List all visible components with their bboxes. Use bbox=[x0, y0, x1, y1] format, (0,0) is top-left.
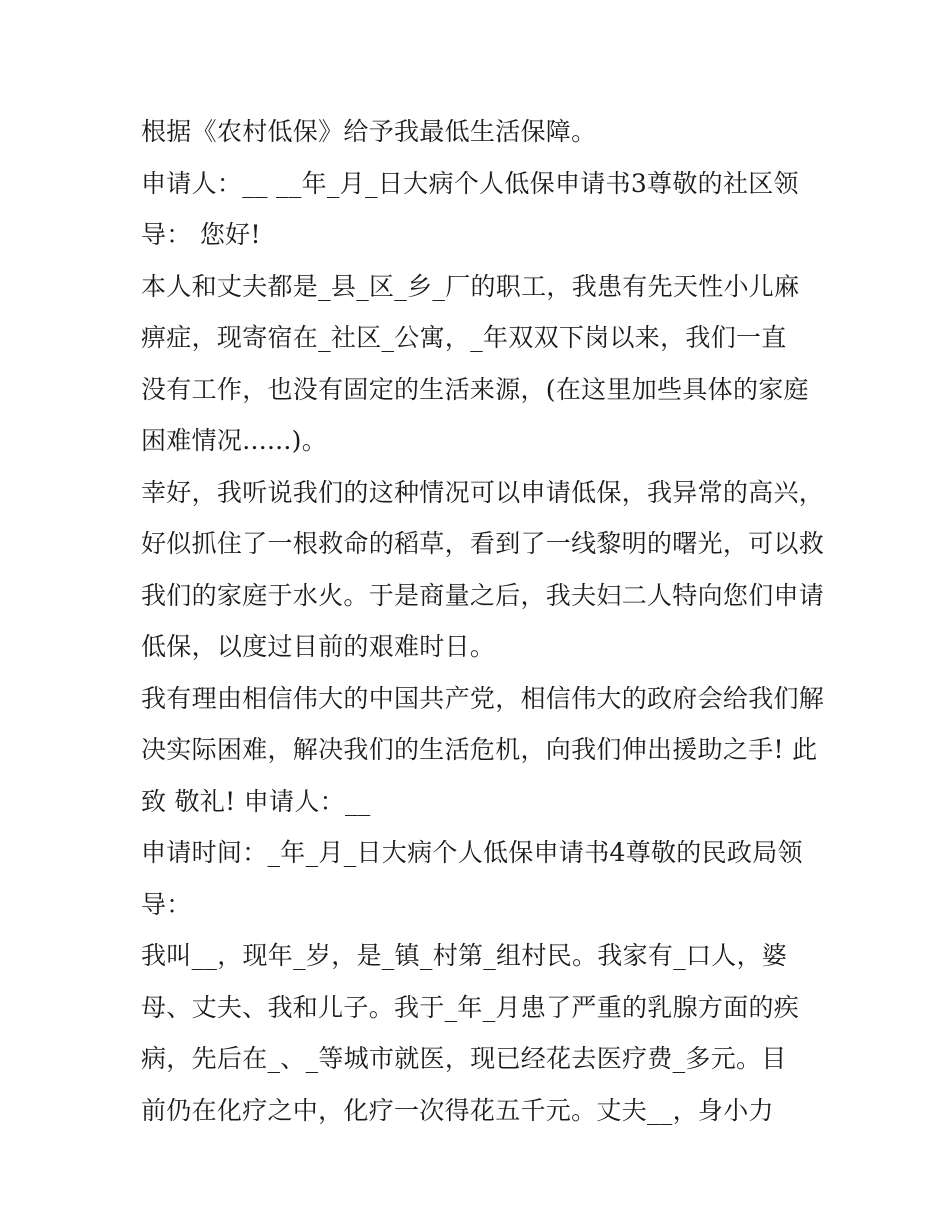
text-line: 我叫__，现年_岁，是_镇_村第_组村民。我家有_口人，婆 bbox=[141, 941, 788, 970]
text-line: 好似抓住了一根救命的稻草，看到了一线黎明的曙光，可以救 bbox=[141, 529, 825, 558]
text-line: 病，先后在_、_等城市就医，现已经花去医疗费_多元。目 bbox=[141, 1044, 787, 1073]
text-line: 母、丈夫、我和儿子。我于_年_月患了严重的乳腺方面的疾 bbox=[141, 992, 800, 1022]
text-line: 没有工作，也没有固定的生活来源，(在这里加些具体的家庭 bbox=[141, 374, 809, 404]
document-body bbox=[141, 106, 825, 1136]
text-line: 幸好，我听说我们的这种情况可以申请低保，我异常的高兴， bbox=[141, 477, 825, 507]
text-line: 决实际困难，解决我们的生活危机，向我们伸出援助之手! 此 bbox=[141, 735, 818, 764]
text-line: 我们的家庭于水火。于是商量之后，我夫妇二人特向您们申请 bbox=[141, 580, 825, 610]
text-line: 导： 您好! bbox=[141, 220, 261, 249]
text-line: 致 敬礼! 申请人：__ bbox=[141, 786, 371, 816]
text-line: 前仍在化疗之中，化疗一次得花五千元。丈夫__，身小力 bbox=[141, 1095, 774, 1125]
text-line: 导： bbox=[141, 889, 192, 919]
text-line: 困难情况......)。 bbox=[141, 426, 328, 455]
text-line: 本人和丈夫都是_县_区_乡_厂的职工，我患有先天性小儿麻 bbox=[141, 271, 800, 301]
text-line: 申请时间：_年_月_日大病个人低保申请书4尊敬的民政局领 bbox=[141, 838, 803, 867]
text-line: 我有理由相信伟大的中国共产党，相信伟大的政府会给我们解 bbox=[141, 683, 825, 713]
text-line: 根据《农村低保》给予我最低生活保障。 bbox=[141, 117, 597, 146]
text-line: 痹症，现寄宿在_社区_公寓，_年双双下岗以来，我们一直 bbox=[141, 323, 787, 352]
text-line: 申请人：__ __年_月_日大病个人低保申请书3尊敬的社区领 bbox=[141, 168, 799, 198]
text-line: 低保，以度过目前的艰难时日。 bbox=[141, 632, 496, 661]
